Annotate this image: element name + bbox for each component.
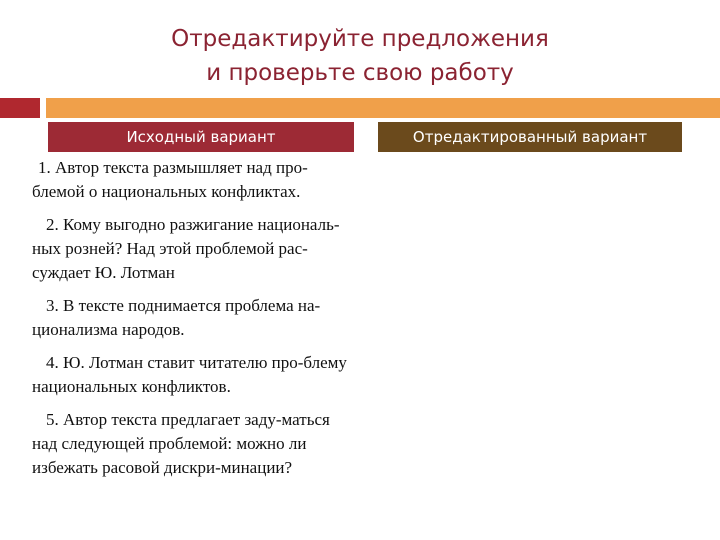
list-item: 1. Автор текста размышляет над про-блемой о национальных конфликтах. — [32, 158, 308, 201]
decorative-bar-right — [46, 98, 720, 118]
list-item: 2. Кому выгодно разжигание националь-ных розней? Над этой проблемой рас-суждает Ю. Лотман — [32, 215, 340, 282]
edited-variant-header: Отредактированный вариант — [378, 122, 682, 152]
list-item: 5. Автор текста предлагает заду-маться над следующей проблемой: можно ли избежать расовой дискри-минации? — [32, 410, 330, 477]
list-item: 4. Ю. Лотман ставит читателю про-блему национальных конфликтов. — [32, 353, 347, 396]
slide-title — [0, 22, 720, 90]
original-sentences-list — [32, 156, 352, 489]
list-item: 3. В тексте поднимается проблема на-ционализма народов. — [32, 296, 321, 339]
slide-title-line-2: и проверьте свою работу — [206, 60, 514, 86]
decorative-bar-left — [0, 98, 40, 118]
original-variant-header: Исходный вариант — [48, 122, 354, 152]
slide-title-line-1: Отредактируйте предложения — [171, 26, 549, 52]
